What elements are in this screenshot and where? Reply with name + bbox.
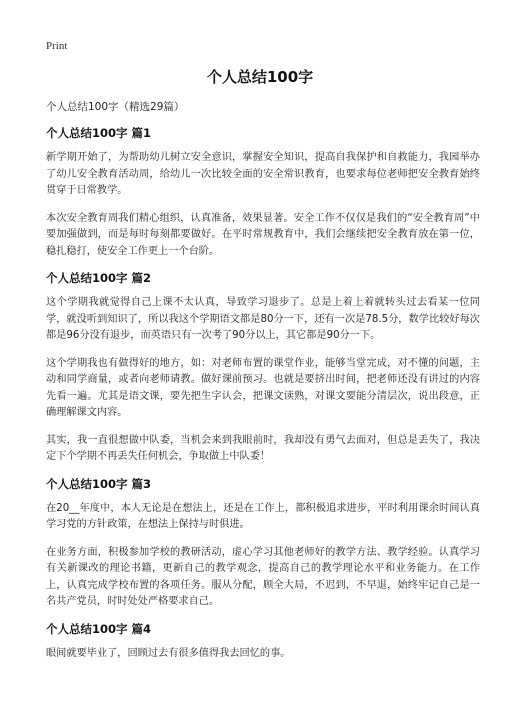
print-link[interactable]: Print — [46, 40, 68, 52]
paragraph: 在业务方面，积极参加学校的教研活动，虚心学习其他老师好的教学方法、教学经验。认真学习有关新课改的理论书籍，更新自己的教学观念，提高自己的教学理论水平和业务能力。在工作上，认真完成学校布置的各项任务。服从分配，顾全大局，不迟到，不早退，始终牢记自己是一名共产党员，时时处处严格要求自己。 — [46, 546, 480, 607]
paragraph: 眼间就要毕业了，回顾过去有很多值得我去回忆的事。 — [46, 647, 291, 659]
paragraph: 其实，我一直很想做中队委，当机会来到我眼前时，我却没有勇气去面对，但总是丢失了，我决定下个学期不再丢失任何机会，争取做上中队委！ — [46, 434, 480, 462]
section-heading: 个人总结100字 篇3 — [46, 476, 152, 491]
section-2 — [46, 271, 480, 466]
paragraph: 这个学期我就觉得自己上课不太认真，导致学习退步了。总是上着上着就转头过去看某一位同学，就没听到知识了，所以我这个学期语文都是80分一下，还有一次是78.5分，数学比较好每次都是96分没有退步，而英语只有一次考了90分以上，其它都是90分一下。 — [46, 297, 480, 341]
section-heading: 个人总结100字 篇1 — [46, 126, 152, 140]
section-heading: 个人总结100字 篇2 — [46, 271, 152, 285]
article-body — [46, 100, 480, 673]
page-title: 个人总结100字 — [206, 68, 314, 86]
article-subtitle: 个人总结100字（精选29篇） — [46, 101, 185, 113]
paragraph: 本次安全教育周我们精心组织，认真准备，效果显著。安全工作不仅仅是我们的“安全教育周”中要加强做到，而是每时每刻都要做好。在平时常规教育中，我们会继续把安全教育放在第一位，稳扎稳打，使安全工作更上一个台阶。 — [46, 212, 480, 257]
section-heading: 个人总结100字 篇4 — [46, 621, 152, 636]
paragraph: 这个学期我也有做得好的地方，如：对老师布置的课堂作业，能够当堂完成，对不懂的问题，主动和同学商量，或者向老师请教。做好课前预习。也就是要挤出时间，把老师还没有讲过的内容先看一遍。尤其是语文课，要先把生字认会，把课文读熟，对课文要能分清层次，说出段意，正确理解课文内容。 — [46, 357, 480, 418]
paragraph: 新学期开始了，为帮助幼儿树立安全意识，掌握安全知识，提高自我保护和自救能力，我园举办了幼儿安全教育活动周，给幼儿一次比较全面的安全常识教育，也要求每位老师把安全教育始终贯穿于日常教学。 — [46, 152, 480, 196]
paragraph: 在20__年度中，本人无论是在想法上，还是在工作上，都积极追求进步，平时利用课余时间认真学习党的方针政策，在想法上保持与时俱进。 — [46, 502, 480, 530]
section-3 — [46, 477, 480, 611]
section-1 — [46, 126, 480, 260]
section-4 — [46, 622, 480, 663]
